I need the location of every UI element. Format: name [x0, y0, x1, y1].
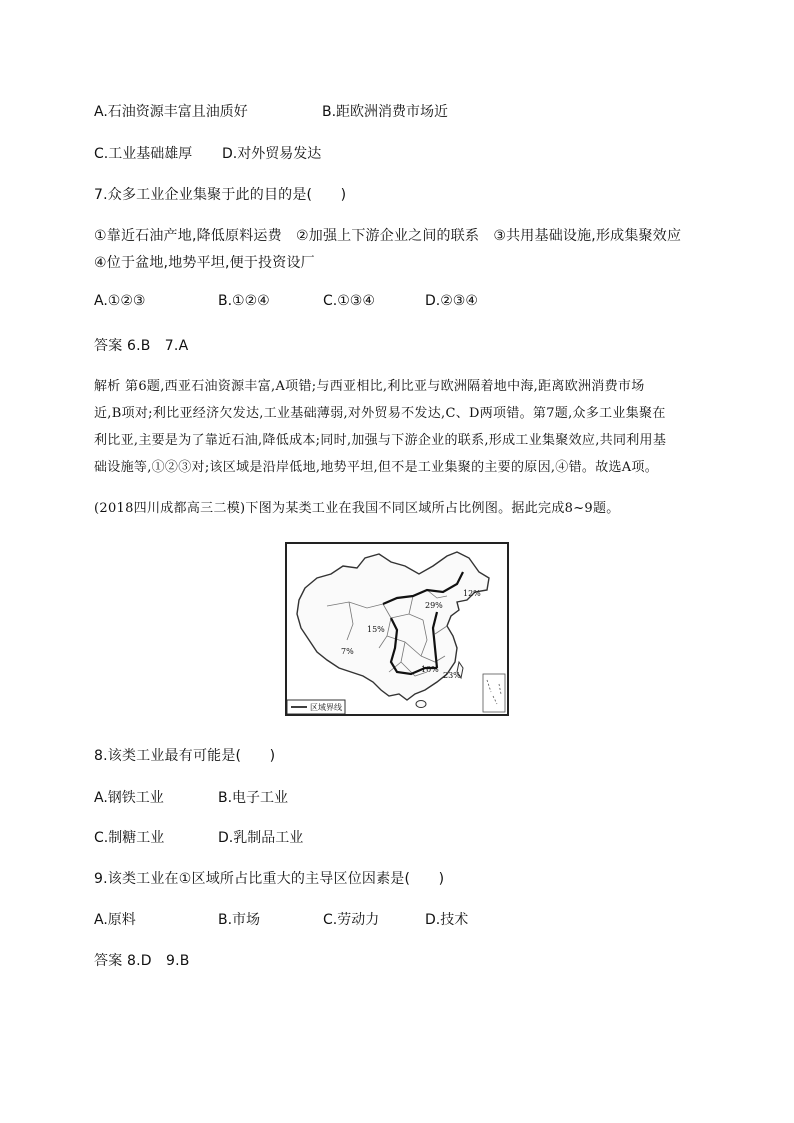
island-hainan [416, 701, 426, 708]
china-region-map [285, 542, 509, 716]
q8-option-d: D.乳制品工业 [218, 830, 304, 846]
q7-option-a: A.①②③ [94, 293, 146, 309]
legend-label: 区域界线 [310, 703, 342, 712]
region-label: 23% [443, 671, 461, 680]
q7-option-d: D.②③④ [425, 293, 478, 309]
q9-stem: 9.该类工业在①区域所占比重大的主导区位因素是( ) [94, 871, 445, 887]
q9-option-b: B.市场 [218, 912, 261, 928]
q7-statements-line1: ①靠近石油产地,降低原料运费 ②加强上下游企业之间的联系 ③共用基础设施,形成集聚效应 [94, 228, 682, 244]
q6-option-b: B.距欧洲消费市场近 [322, 104, 449, 120]
q6-option-c: C.工业基础雄厚 [94, 146, 193, 162]
q7-option-c: C.①③④ [323, 293, 375, 309]
q9-option-d: D.技术 [425, 912, 469, 928]
q6-option-a: A.石油资源丰富且油质好 [94, 104, 248, 120]
region-label: 7% [341, 647, 354, 656]
explanation-line: 利比亚,主要是为了靠近石油,降低成本;同时,加强与下游企业的联系,形成工业集聚效应,共同利用基 [94, 433, 667, 448]
q7-option-b: B.①②④ [218, 293, 270, 309]
q7-stem: 7.众多工业企业集聚于此的目的是( ) [94, 187, 347, 203]
map-drawing [287, 544, 507, 714]
q9-option-c: C.劳动力 [323, 912, 380, 928]
answer-6-7: 答案 6.B 7.A [94, 338, 189, 354]
q8-option-c: C.制糖工业 [94, 830, 165, 846]
q9-option-a: A.原料 [94, 912, 136, 928]
region-label: 29% [425, 601, 443, 610]
q7-statements-line2: ④位于盆地,地势平坦,便于投资设厂 [94, 255, 315, 271]
explanation-line: 础设施等,①②③对;该区域是沿岸低地,地势平坦,但不是工业集聚的主要的原因,④错。故选A项。 [94, 460, 659, 475]
answer-8-9: 答案 8.D 9.B [94, 953, 190, 969]
intro-8-9: (2018四川成都高三二模)下图为某类工业在我国不同区域所占比例图。据此完成8~9题。 [94, 501, 620, 516]
region-label: 15% [367, 625, 385, 634]
region-label: 12% [463, 589, 481, 598]
q8-option-a: A.钢铁工业 [94, 790, 164, 806]
q8-stem: 8.该类工业最有可能是( ) [94, 748, 276, 764]
q8-option-b: B.电子工业 [218, 790, 289, 806]
explanation-line: 解析 第6题,西亚石油资源丰富,A项错;与西亚相比,利比亚与欧洲隔着地中海,距离欧洲消费市场 [94, 379, 645, 394]
south-sea-inset [483, 674, 505, 712]
explanation-line: 近,B项对;利比亚经济欠发达,工业基础薄弱,对外贸易不发达,C、D两项错。第7题,众多工业集聚在 [94, 406, 666, 421]
region-label: 10% [421, 665, 439, 674]
q6-option-d: D.对外贸易发达 [222, 146, 322, 162]
